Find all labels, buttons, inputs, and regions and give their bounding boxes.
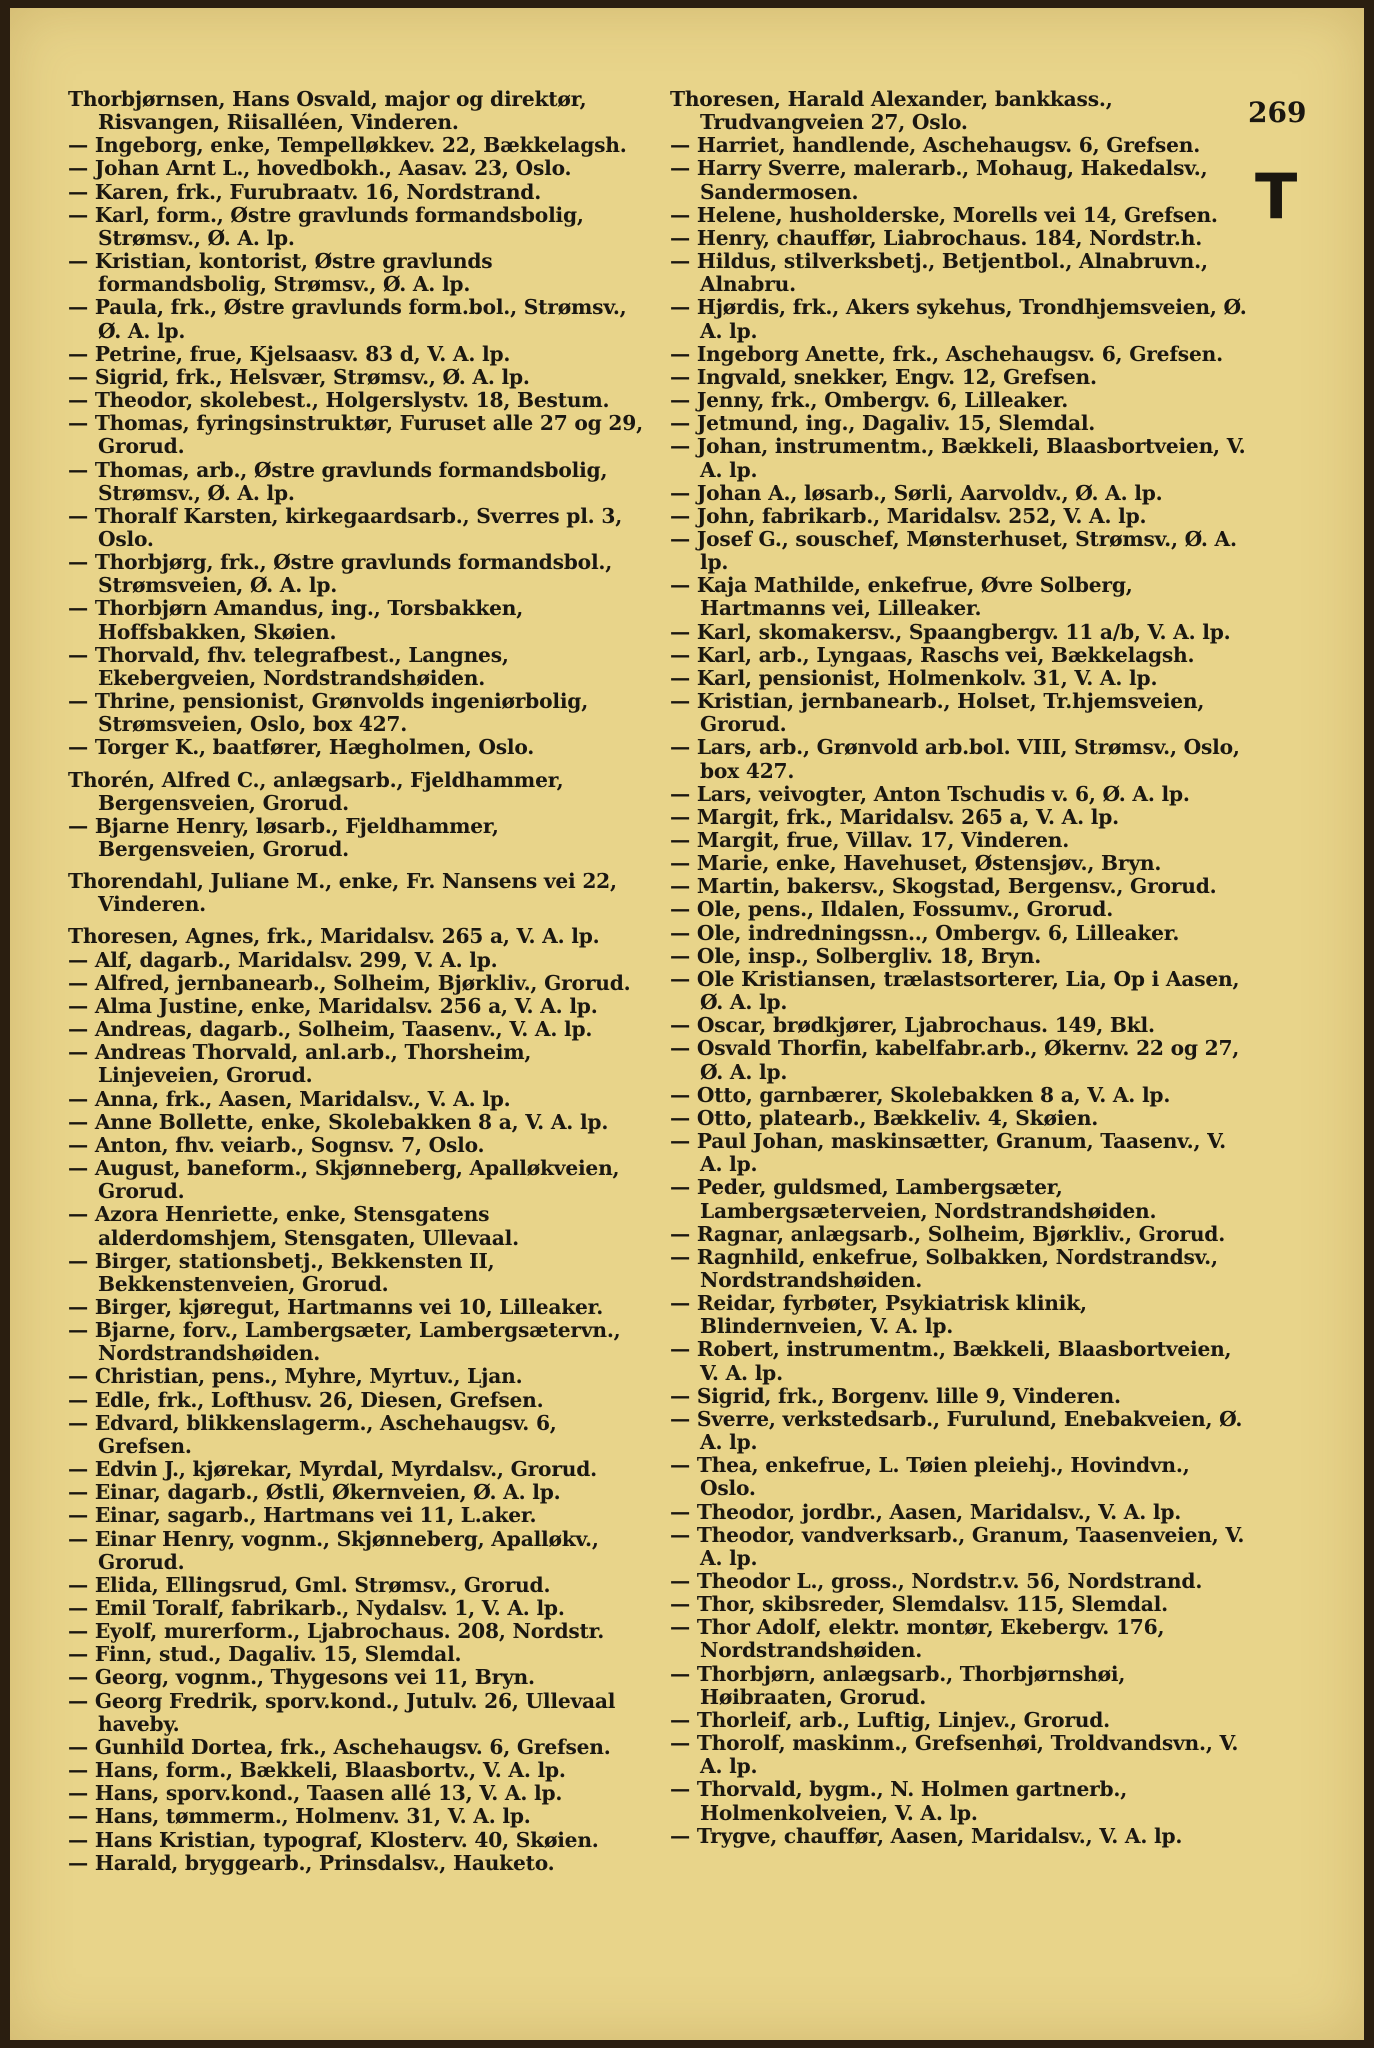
directory-entry: — Bjarne Henry, løsarb., Fjeldhammer, Bergensveien, Grorud.: [68, 813, 499, 861]
directory-entry: — Marie, enke, Havehuset, Østensjøv., Bryn.: [670, 851, 1162, 876]
directory-entry: — John, fabrikarb., Maridalsv. 252, V. A. lp.: [670, 503, 1147, 528]
directory-entry: — Reidar, fyrbøter, Psykiatrisk klinik, Blindernveien, V. A. lp.: [670, 1291, 1087, 1339]
directory-entry: — Bjarne, forv., Lambergsæter, Lambergsætervn., Nordstrandshøiden.: [68, 1318, 621, 1366]
directory-entry: — Margit, frue, Villav. 17, Vinderen.: [670, 828, 1070, 852]
right-column: [670, 88, 1252, 1848]
directory-page: [10, 8, 1364, 2040]
directory-entry: — Einar Henry, vognm., Skjønneberg, Apalløkv., Grorud.: [68, 1526, 599, 1574]
directory-entry: — Martin, bakersv., Skogstad, Bergensv., Grorud.: [670, 874, 1217, 899]
directory-entry: — Ole, insp., Solbergliv. 18, Bryn.: [670, 943, 1042, 968]
directory-entry: — Robert, instrumentm., Bækkeli, Blaasbortveien, V. A. lp.: [670, 1337, 1232, 1385]
directory-entry: — Ingvald, snekker, Engv. 12, Grefsen.: [670, 364, 1097, 389]
directory-entry: — Finn, stud., Dagaliv. 15, Slemdal.: [68, 1642, 462, 1667]
directory-entry: — Henry, chauffør, Liabrochaus. 184, Nordstr.h.: [670, 225, 1203, 250]
directory-entry: — Josef G., souschef, Mønsterhuset, Strømsv., Ø. A. lp.: [670, 526, 1237, 575]
directory-entry: — Thomas, fyringsinstruktør, Furuset alle 27 og 29, Grorud.: [68, 411, 643, 459]
directory-entry: — Karl, form., Østre gravlunds formandsbolig, Strømsv., Ø. A. lp.: [68, 202, 584, 250]
directory-entry: — Georg Fredrik, sporv.kond., Jutulv. 26, Ullevaal haveby.: [68, 1688, 616, 1736]
directory-entry: — Thorbjørn, anlægsarb., Thorbjørnshøi, Høibraaten, Grorud.: [670, 1661, 1126, 1709]
directory-entry: — Sverre, verkstedsarb., Furulund, Enebakveien, Ø. A. lp.: [670, 1406, 1243, 1455]
directory-entry: — Hans, tømmerm., Holmenv. 31, V. A. lp.: [68, 1804, 531, 1829]
directory-entry: — Oscar, brødkjører, Ljabrochaus. 149, Bkl.: [670, 1013, 1155, 1038]
directory-entry: — Osvald Thorfin, kabelfabr.arb., Økernv. 22 og 27, Ø. A. lp.: [670, 1036, 1240, 1084]
directory-entry: Thorén, Alfred C., anlægsarb., Fjeldhammer, Bergensveien, Grorud.: [68, 767, 564, 815]
directory-entry: — Birger, stationsbetj., Bekkensten II, Bekkenstenveien, Grorud.: [68, 1248, 495, 1296]
directory-entry: — Thorbjørn Amandus, ing., Torsbakken, Hoffsbakken, Skøien.: [68, 596, 524, 644]
directory-entry: — Kristian, kontorist, Østre gravlunds formandsbolig, Strømsv., Ø. A. lp.: [68, 249, 493, 297]
directory-entry: — Edle, frk., Lofthusv. 26, Diesen, Grefsen.: [68, 1387, 544, 1412]
directory-entry: — Helene, husholderske, Morells vei 14, Grefsen.: [670, 202, 1218, 227]
directory-entry: — Anna, frk., Aasen, Maridalsv., V. A. lp.: [68, 1086, 511, 1111]
directory-entry: — Kaja Mathilde, enkefrue, Øvre Solberg, Hartmanns vei, Lilleaker.: [670, 573, 1133, 621]
directory-entry: — Torger K., baatfører, Hægholmen, Oslo.: [68, 735, 535, 760]
directory-entry: — Ole Kristiansen, trælastsorterer, Lia, Op i Aasen, Ø. A. lp.: [670, 966, 1240, 1015]
directory-entry: — Paul Johan, maskinsætter, Granum, Taasenv., V. A. lp.: [670, 1129, 1226, 1177]
directory-entry: — Birger, kjøregut, Hartmanns vei 10, Lilleaker.: [68, 1294, 604, 1319]
directory-entry: — Theodor L., gross., Nordstr.v. 56, Nordstrand.: [670, 1569, 1203, 1593]
directory-entry: — Johan, instrumentm., Bækkeli, Blaasbortveien, V. A. lp.: [670, 434, 1246, 482]
directory-entry: — Emil Toralf, fabrikarb., Nydalsv. 1, V. A. lp.: [68, 1596, 565, 1620]
directory-entry: — Sigrid, frk., Borgenv. lille 9, Vinderen.: [670, 1383, 1121, 1408]
directory-entry: — Theodor, vandverksarb., Granum, Taasenveien, V. A. lp.: [670, 1522, 1245, 1570]
directory-entry: — Thrine, pensionist, Grønvolds ingeniørbolig, Strømsveien, Oslo, box 427.: [68, 689, 589, 737]
directory-entry: — Thorvald, bygm., N. Holmen gartnerb., Holmenkolveien, V. A. lp.: [670, 1777, 1128, 1825]
directory-entry: — Johan Arnt L., hovedbokh., Aasav. 23, Oslo.: [68, 156, 572, 181]
directory-entry: — Sigrid, frk., Helsvær, Strømsv., Ø. A. lp.: [68, 364, 530, 389]
directory-entry: — Otto, platearb., Bækkeliv. 4, Skøien.: [670, 1105, 1099, 1130]
directory-entry: — Karl, skomakersv., Spaangbergv. 11 a/b, V. A. lp.: [670, 619, 1231, 644]
directory-entry: — Jetmund, ing., Dagaliv. 15, Slemdal.: [670, 411, 1096, 436]
directory-entry: — Thorvald, fhv. telegrafbest., Langnes, Ekebergveien, Nordstrandshøiden.: [68, 642, 509, 690]
directory-entry: — Theodor, jordbr., Aasen, Maridalsv., V. A. lp.: [670, 1499, 1182, 1524]
directory-entry: — Einar, sagarb., Hartmans vei 11, L.aker.: [68, 1503, 537, 1528]
directory-entry: — Eyolf, murerform., Ljabrochaus. 208, Nordstr.: [68, 1619, 605, 1644]
directory-entry: — Thor, skibsreder, Slemdalsv. 115, Slemdal.: [670, 1592, 1168, 1617]
directory-entry: — Ingeborg Anette, frk., Aschehaugsv. 6, Grefsen.: [670, 341, 1223, 366]
directory-entry: — Kristian, jernbanearb., Holset, Tr.hjemsveien, Grorud.: [670, 689, 1205, 737]
directory-entry: — Anton, fhv. veiarb., Sognsv. 7, Oslo.: [68, 1132, 485, 1157]
directory-entry: — Christian, pens., Myhre, Myrtuv., Ljan.: [68, 1364, 523, 1389]
directory-entry: — Karl, arb., Lyngaas, Raschs vei, Bækkelagsh.: [670, 642, 1195, 667]
directory-entry: — Anne Bollette, enke, Skolebakken 8 a, V. A. lp.: [68, 1109, 609, 1134]
directory-entry: — Alma Justine, enke, Maridalsv. 256 a, V. A. lp.: [68, 993, 598, 1018]
directory-entry: — Azora Henriette, enke, Stensgatens alderdomshjem, Stensgaten, Ullevaal.: [68, 1202, 519, 1250]
directory-entry: — Margit, frk., Maridalsv. 265 a, V. A. lp.: [670, 804, 1119, 829]
directory-entry: — Johan A., løsarb., Sørli, Aarvoldv., Ø. A. lp.: [670, 480, 1163, 505]
directory-entry: — Thor Adolf, elektr. montør, Ekebergv. 176, Nordstrandshøiden.: [670, 1615, 1165, 1663]
directory-entry: — Alf, dagarb., Maridalsv. 299, V. A. lp.: [68, 947, 498, 972]
directory-entry: — Edvard, blikkenslagerm., Aschehaugsv. 6, Grefsen.: [68, 1410, 557, 1458]
directory-entry: — Alfred, jernbanearb., Solheim, Bjørkliv., Grorud.: [68, 970, 631, 995]
directory-entry: — Ole, pens., Ildalen, Fossumv., Grorud.: [670, 897, 1114, 922]
directory-entry: — Andreas, dagarb., Solheim, Taasenv., V. A. lp.: [68, 1017, 593, 1042]
directory-entry: — Hans, form., Bækkeli, Blaasbortv., V. A. lp.: [68, 1758, 566, 1783]
directory-entry: — Otto, garnbærer, Skolebakken 8 a, V. A. lp.: [670, 1082, 1171, 1107]
section-letter: T: [1255, 160, 1298, 233]
directory-entry: — Georg, vognm., Thygesons vei 11, Bryn.: [68, 1665, 535, 1690]
directory-entry: — Petrine, frue, Kjelsaasv. 83 d, V. A. lp.: [68, 341, 511, 366]
directory-entry: — Andreas Thorvald, anl.arb., Thorsheim, Linjeveien, Grorud.: [68, 1040, 532, 1088]
directory-entry: — Ragnhild, enkefrue, Solbakken, Nordstrandsv., Nordstrandshøiden.: [670, 1244, 1218, 1292]
directory-entry: — Thea, enkefrue, L. Tøien pleiehj., Hovindvn., Oslo.: [670, 1453, 1190, 1501]
directory-entry: — Theodor, skolebest., Holgerslystv. 18, Bestum.: [68, 388, 610, 413]
directory-entry: — Thoralf Karsten, kirkegaardsarb., Sverres pl. 3, Oslo.: [68, 503, 623, 551]
directory-entry: — Harriet, handlende, Aschehaugsv. 6, Grefsen.: [670, 133, 1201, 158]
directory-entry: — Edvin J., kjørekar, Myrdal, Myrdalsv., Grorud.: [68, 1457, 597, 1482]
directory-entry: — Harald, bryggearb., Prinsdalsv., Hauketo.: [68, 1850, 555, 1875]
left-column: [68, 88, 652, 1875]
directory-entry: — August, baneform., Skjønneberg, Apalløkveien, Grorud.: [68, 1156, 620, 1204]
directory-entry: — Hildus, stilverksbetj., Betjentbol., Alnabruvn., Alnabru.: [670, 249, 1208, 297]
directory-entry: — Paula, frk., Østre gravlunds form.bol., Strømsv., Ø. A. lp.: [68, 295, 627, 343]
directory-entry: — Trygve, chauffør, Aasen, Maridalsv., V. A. lp.: [670, 1823, 1183, 1848]
directory-entry: — Ingeborg, enke, Tempelløkkev. 22, Bækkelagsh.: [68, 133, 627, 158]
directory-entry: — Harry Sverre, malerarb., Mohaug, Hakedalsv., Sandermosen.: [670, 156, 1208, 204]
page-number: 269: [1248, 96, 1307, 129]
directory-entry: — Thorleif, arb., Luftig, Linjev., Grorud.: [670, 1707, 1111, 1732]
directory-entry: — Elida, Ellingsrud, Gml. Strømsv., Grorud.: [68, 1572, 551, 1597]
directory-entry: Thorbjørnsen, Hans Osvald, major og direktør, Risvangen, Riisalléen, Vinderen.: [68, 87, 587, 135]
directory-entry: Thorendahl, Juliane M., enke, Fr. Nansens vei 22, Vinderen.: [68, 869, 617, 917]
directory-entry: — Ole, indredningssn.., Ombergv. 6, Lilleaker.: [670, 920, 1180, 945]
directory-entry: — Lars, arb., Grønvold arb.bol. VIII, Strømsv., Oslo, box 427.: [670, 735, 1240, 783]
directory-entry: — Karen, frk., Furubraatv. 16, Nordstrand.: [68, 179, 542, 204]
directory-entry: — Ragnar, anlægsarb., Solheim, Bjørkliv., Grorud.: [670, 1221, 1226, 1246]
directory-entry: Thoresen, Agnes, frk., Maridalsv. 265 a, V. A. lp.: [68, 924, 600, 949]
directory-entry: — Hjørdis, frk., Akers sykehus, Trondhjemsveien, Ø. A. lp.: [670, 295, 1247, 343]
directory-entry: — Thorolf, maskinm., Grefsenhøi, Troldvandsvn., V. A. lp.: [670, 1731, 1239, 1779]
directory-entry: — Gunhild Dortea, frk., Aschehaugsv. 6, Grefsen.: [68, 1734, 611, 1759]
directory-entry: — Karl, pensionist, Holmenkolv. 31, V. A. lp.: [670, 665, 1158, 690]
directory-entry: — Peder, guldsmed, Lambergsæter, Lambergsæterveien, Nordstrandshøiden.: [670, 1175, 1157, 1223]
directory-entry: — Hans, sporv.kond., Taasen allé 13, V. A. lp.: [68, 1781, 563, 1806]
directory-entry: — Lars, veivogter, Anton Tschudis v. 6, Ø. A. lp.: [670, 781, 1190, 806]
directory-entry: — Thorbjørg, frk., Østre gravlunds formandsbol., Strømsveien, Ø. A. lp.: [68, 550, 613, 598]
directory-entry: — Thomas, arb., Østre gravlunds formandsbolig, Strømsv., Ø. A. lp.: [68, 457, 608, 505]
directory-entry: — Jenny, frk., Ombergv. 6, Lilleaker.: [670, 388, 1069, 413]
directory-entry: Thoresen, Harald Alexander, bankkass., Trudvangveien 27, Oslo.: [670, 87, 1113, 135]
directory-entry: — Hans Kristian, typograf, Klosterv. 40, Skøien.: [68, 1827, 599, 1852]
directory-entry: — Einar, dagarb., Østli, Økernveien, Ø. A. lp.: [68, 1480, 561, 1505]
